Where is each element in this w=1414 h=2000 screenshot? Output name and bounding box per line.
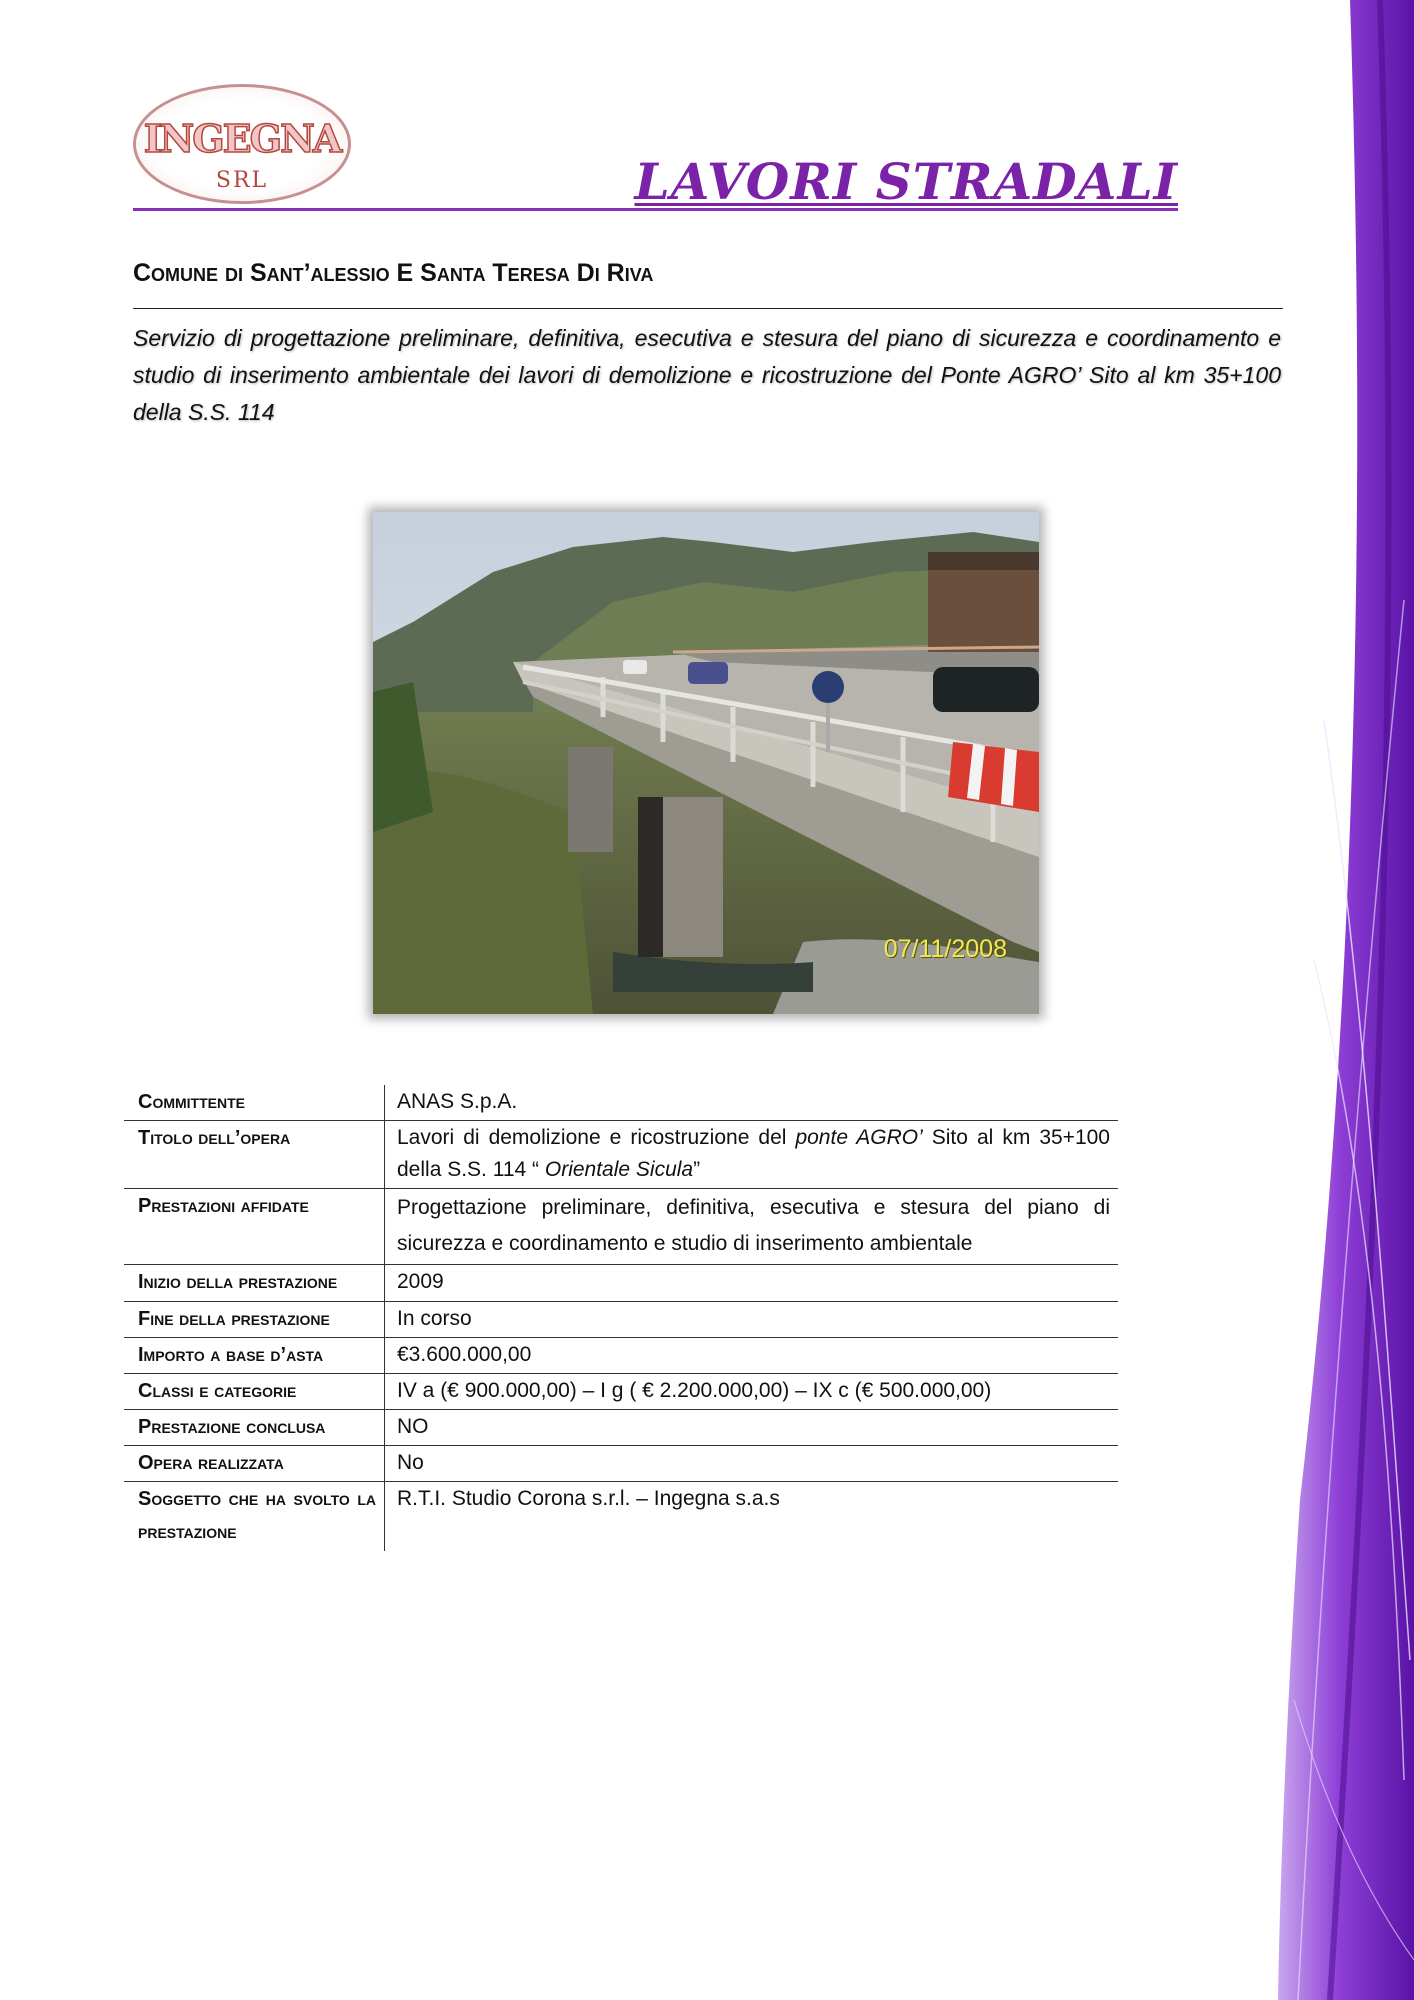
- row-value: In corso: [385, 1302, 1119, 1338]
- table-row: [124, 1338, 1118, 1374]
- row-label: Soggetto che ha svolto la prestazione: [124, 1482, 385, 1552]
- titolo-text-5: ”: [693, 1158, 701, 1181]
- row-label: Committente: [124, 1085, 385, 1121]
- row-label: Prestazioni affidate: [124, 1189, 385, 1265]
- row-value: €3.600.000,00: [385, 1338, 1119, 1374]
- row-label: Titolo dell’opera: [124, 1121, 385, 1189]
- row-label: Opera realizzata: [124, 1446, 385, 1482]
- row-value: [385, 1121, 1119, 1189]
- section-title: LAVORI STRADALI: [634, 152, 1178, 211]
- table-row: [124, 1265, 1118, 1302]
- bridge-photo: [373, 512, 1039, 1014]
- table-row: [124, 1085, 1118, 1121]
- row-label: Inizio della prestazione: [124, 1265, 385, 1302]
- comune-title: Comune di Sant’alessio E Santa Teresa Di Riva: [133, 259, 654, 287]
- logo-sub: SRL: [215, 168, 269, 193]
- row-value: Progettazione preliminare, definitiva, esecutiva e stesura del piano di sicurezza e coordinamento e studio di inserimento ambientale: [385, 1189, 1119, 1265]
- company-logo: [133, 84, 351, 204]
- row-value: IV a (€ 900.000,00) – I g ( € 2.200.000,00) – IX c (€ 500.000,00): [385, 1374, 1119, 1410]
- photo-date-stamp: 07/11/2008: [883, 935, 1007, 963]
- row-value: NO: [385, 1410, 1119, 1446]
- comune-divider: [133, 308, 1283, 309]
- row-label: Prestazione conclusa: [124, 1410, 385, 1446]
- table-row: [124, 1121, 1118, 1189]
- titolo-text-4: Orientale Sicula: [544, 1158, 694, 1181]
- titolo-text-3: Sito al km 35+100 della S.S. 114 “: [397, 1126, 1110, 1181]
- header-divider: [133, 208, 1178, 211]
- row-value: R.T.I. Studio Corona s.r.l. – Ingegna s.a.s: [397, 1487, 780, 1510]
- table-row: [124, 1302, 1118, 1338]
- row-value: ANAS S.p.A.: [385, 1085, 1119, 1121]
- project-info-table: [124, 1085, 1118, 1551]
- table-row: [124, 1482, 1118, 1552]
- row-value: 2009: [385, 1265, 1119, 1302]
- logo-brand: INGEGNA: [143, 116, 341, 161]
- row-label: Importo a base d’asta: [124, 1338, 385, 1374]
- project-description: Servizio di progettazione preliminare, definitiva, esecutiva e stesura del piano di sicurezza e coordinamento e studio di inserimento ambientale dei lavori di demolizione e ricostruzione del Ponte AGRO’ Sito al km 35+100 della S.S. 114: [133, 325, 1281, 425]
- row-label: Classi e categorie: [124, 1374, 385, 1410]
- titolo-text-1: Lavori di demolizione e ricostruzione del: [397, 1126, 796, 1149]
- table-row: [124, 1374, 1118, 1410]
- table-row: [124, 1410, 1118, 1446]
- titolo-text-2: ponte AGRO’: [795, 1126, 923, 1149]
- row-label: Fine della prestazione: [124, 1302, 385, 1338]
- table-row: [124, 1189, 1118, 1265]
- row-value: No: [385, 1446, 1119, 1482]
- purple-swoosh-decoration: [1254, 0, 1414, 2000]
- table-row: [124, 1446, 1118, 1482]
